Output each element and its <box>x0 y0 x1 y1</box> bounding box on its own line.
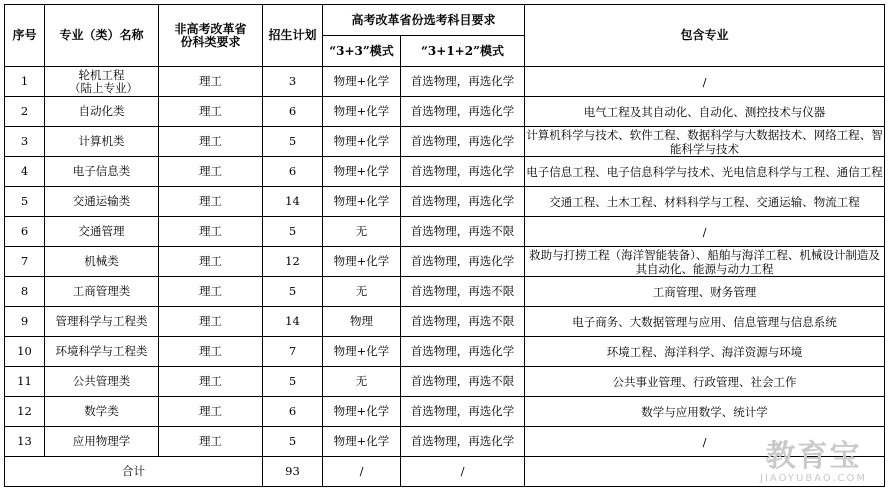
category-cell: 理工 <box>159 67 263 97</box>
major-cell: 管理科学与工程类 <box>45 307 159 337</box>
table-row <box>5 157 885 187</box>
total-mode-3-3: / <box>323 457 401 487</box>
plan-cell: 12 <box>263 247 323 277</box>
header-non-reform: 非高考改革省份科类要求 <box>159 5 263 67</box>
seq-cell: 8 <box>5 277 45 307</box>
table-row <box>5 367 885 397</box>
major-cell: 公共管理类 <box>45 367 159 397</box>
mode-3-3-cell: 物理+化学 <box>323 67 401 97</box>
includes-cell: 数学与应用数学、统计学 <box>525 397 885 427</box>
mode-3-1-2-cell: 首选物理，再选化学 <box>401 127 525 157</box>
table-row <box>5 217 885 247</box>
includes-cell: / <box>525 67 885 97</box>
includes-cell: / <box>525 427 885 457</box>
mode-3-3-cell: 物理+化学 <box>323 187 401 217</box>
total-label: 合计 <box>5 457 263 487</box>
seq-cell: 12 <box>5 397 45 427</box>
includes-cell: 交通工程、土木工程、材料科学与工程、交通运输、物流工程 <box>525 187 885 217</box>
mode-3-3-cell: 无 <box>323 367 401 397</box>
table-row <box>5 337 885 367</box>
mode-3-3-cell: 物理+化学 <box>323 337 401 367</box>
includes-cell: 计算机科学与技术、软件工程、数据科学与大数据技术、网络工程、智能科学与技术 <box>526 127 883 156</box>
table-row <box>5 397 885 427</box>
plan-cell: 3 <box>263 67 323 97</box>
watermark-logo <box>760 441 867 484</box>
seq-cell: 1 <box>5 67 45 97</box>
header-mode-3-1-2: “3+1+2”模式 <box>401 36 525 67</box>
category-cell: 理工 <box>159 97 263 127</box>
seq-cell: 4 <box>5 157 45 187</box>
plan-cell: 14 <box>263 307 323 337</box>
plan-cell: 5 <box>263 367 323 397</box>
category-cell: 理工 <box>159 397 263 427</box>
header-reform: 高考改革省份选考科目要求 <box>323 5 525 36</box>
seq-cell: 7 <box>5 247 45 277</box>
total-mode-3-1-2: / <box>401 457 525 487</box>
major-cell: 电子信息类 <box>45 157 159 187</box>
mode-3-1-2-cell: 首选物理，再选化学 <box>401 247 525 277</box>
category-cell: 理工 <box>159 247 263 277</box>
seq-cell: 9 <box>5 307 45 337</box>
seq-cell: 6 <box>5 217 45 247</box>
seq-cell: 3 <box>5 127 45 157</box>
major-cell: 自动化类 <box>45 97 159 127</box>
total-row <box>5 457 885 487</box>
category-cell: 理工 <box>159 337 263 367</box>
mode-3-1-2-cell: 首选物理，再选不限 <box>401 367 525 397</box>
includes-cell: 救助与打捞工程（海洋智能装备）、船舶与海洋工程、机械设计制造及其自动化、能源与动力工程 <box>525 247 885 277</box>
header-seq: 序号 <box>5 5 45 67</box>
mode-3-3-cell: 物理+化学 <box>323 247 401 277</box>
mode-3-1-2-cell: 首选物理，再选化学 <box>401 97 525 127</box>
includes-cell: 电子商务、大数据管理与应用、信息管理与信息系统 <box>525 307 885 337</box>
table-row <box>5 127 885 157</box>
includes-cell: 环境工程、海洋科学、海洋资源与环境 <box>525 337 885 367</box>
category-cell: 理工 <box>159 157 263 187</box>
total-plan: 93 <box>263 457 323 487</box>
header-mode-3-3: “3+3”模式 <box>323 36 401 67</box>
mode-3-1-2-cell: 首选物理，再选不限 <box>401 307 525 337</box>
includes-cell: 电子信息工程、电子信息科学与技术、光电信息科学与工程、通信工程 <box>525 157 885 187</box>
seq-cell: 10 <box>5 337 45 367</box>
major-cell: 工商管理类 <box>45 277 159 307</box>
table-row <box>5 277 885 307</box>
mode-3-3-cell: 物理+化学 <box>323 397 401 427</box>
seq-cell: 13 <box>5 427 45 457</box>
category-cell: 理工 <box>159 427 263 457</box>
major-cell: 交通管理 <box>45 217 159 247</box>
plan-cell: 6 <box>263 157 323 187</box>
category-cell: 理工 <box>159 127 263 157</box>
major-cell: 轮机工程（陆上专业） <box>45 67 159 97</box>
mode-3-3-cell: 物理 <box>323 307 401 337</box>
watermark-text: 教育宝 <box>765 439 862 474</box>
mode-3-3-cell: 物理+化学 <box>323 127 401 157</box>
mode-3-1-2-cell: 首选物理，再选化学 <box>401 67 525 97</box>
includes-cell: 工商管理、财务管理 <box>525 277 885 307</box>
major-cell: 交通运输类 <box>45 187 159 217</box>
includes-cell: 电气工程及其自动化、自动化、测控技术与仪器 <box>525 97 885 127</box>
category-cell: 理工 <box>159 277 263 307</box>
category-cell: 理工 <box>159 187 263 217</box>
plan-cell: 5 <box>263 277 323 307</box>
table-row <box>5 427 885 457</box>
table-body <box>5 67 885 487</box>
includes-cell: / <box>525 217 885 247</box>
mode-3-1-2-cell: 首选物理，再选化学 <box>401 397 525 427</box>
major-cell: 计算机类 <box>45 127 159 157</box>
admission-plan-table <box>4 4 885 487</box>
mode-3-1-2-cell: 首选物理，再选化学 <box>401 337 525 367</box>
major-cell: 应用物理学 <box>45 427 159 457</box>
plan-cell: 5 <box>263 427 323 457</box>
seq-cell: 2 <box>5 97 45 127</box>
seq-cell: 11 <box>5 367 45 397</box>
mode-3-3-cell: 物理+化学 <box>323 157 401 187</box>
major-cell: 数学类 <box>45 397 159 427</box>
major-cell: 环境科学与工程类 <box>45 337 159 367</box>
mode-3-1-2-cell: 首选物理，再选化学 <box>401 427 525 457</box>
mode-3-3-cell: 无 <box>323 217 401 247</box>
mode-3-1-2-cell: 首选物理，再选不限 <box>401 277 525 307</box>
table-row <box>5 67 885 97</box>
plan-cell: 7 <box>263 337 323 367</box>
header-includes: 包含专业 <box>525 5 885 67</box>
mode-3-3-cell: 物理+化学 <box>323 97 401 127</box>
category-cell: 理工 <box>159 367 263 397</box>
plan-cell: 6 <box>263 97 323 127</box>
table-row <box>5 187 885 217</box>
mode-3-1-2-cell: 首选物理，再选不限 <box>401 217 525 247</box>
watermark-url: JIAOYUBAO.COM <box>760 473 867 484</box>
mode-3-3-cell: 无 <box>323 277 401 307</box>
plan-cell: 5 <box>263 217 323 247</box>
includes-cell: 公共事业管理、行政管理、社会工作 <box>525 367 885 397</box>
category-cell: 理工 <box>159 307 263 337</box>
category-cell: 理工 <box>159 217 263 247</box>
mode-3-3-cell: 物理+化学 <box>323 427 401 457</box>
table-row <box>5 97 885 127</box>
plan-cell: 5 <box>263 127 323 157</box>
table-row <box>5 307 885 337</box>
plan-cell: 6 <box>263 397 323 427</box>
mode-3-1-2-cell: 首选物理，再选化学 <box>401 157 525 187</box>
header-major: 专业（类）名称 <box>45 5 159 67</box>
header-plan: 招生计划 <box>263 5 323 67</box>
plan-cell: 14 <box>263 187 323 217</box>
seq-cell: 5 <box>5 187 45 217</box>
mode-3-1-2-cell: 首选物理，再选化学 <box>401 187 525 217</box>
table-row <box>5 247 885 277</box>
major-cell: 机械类 <box>45 247 159 277</box>
